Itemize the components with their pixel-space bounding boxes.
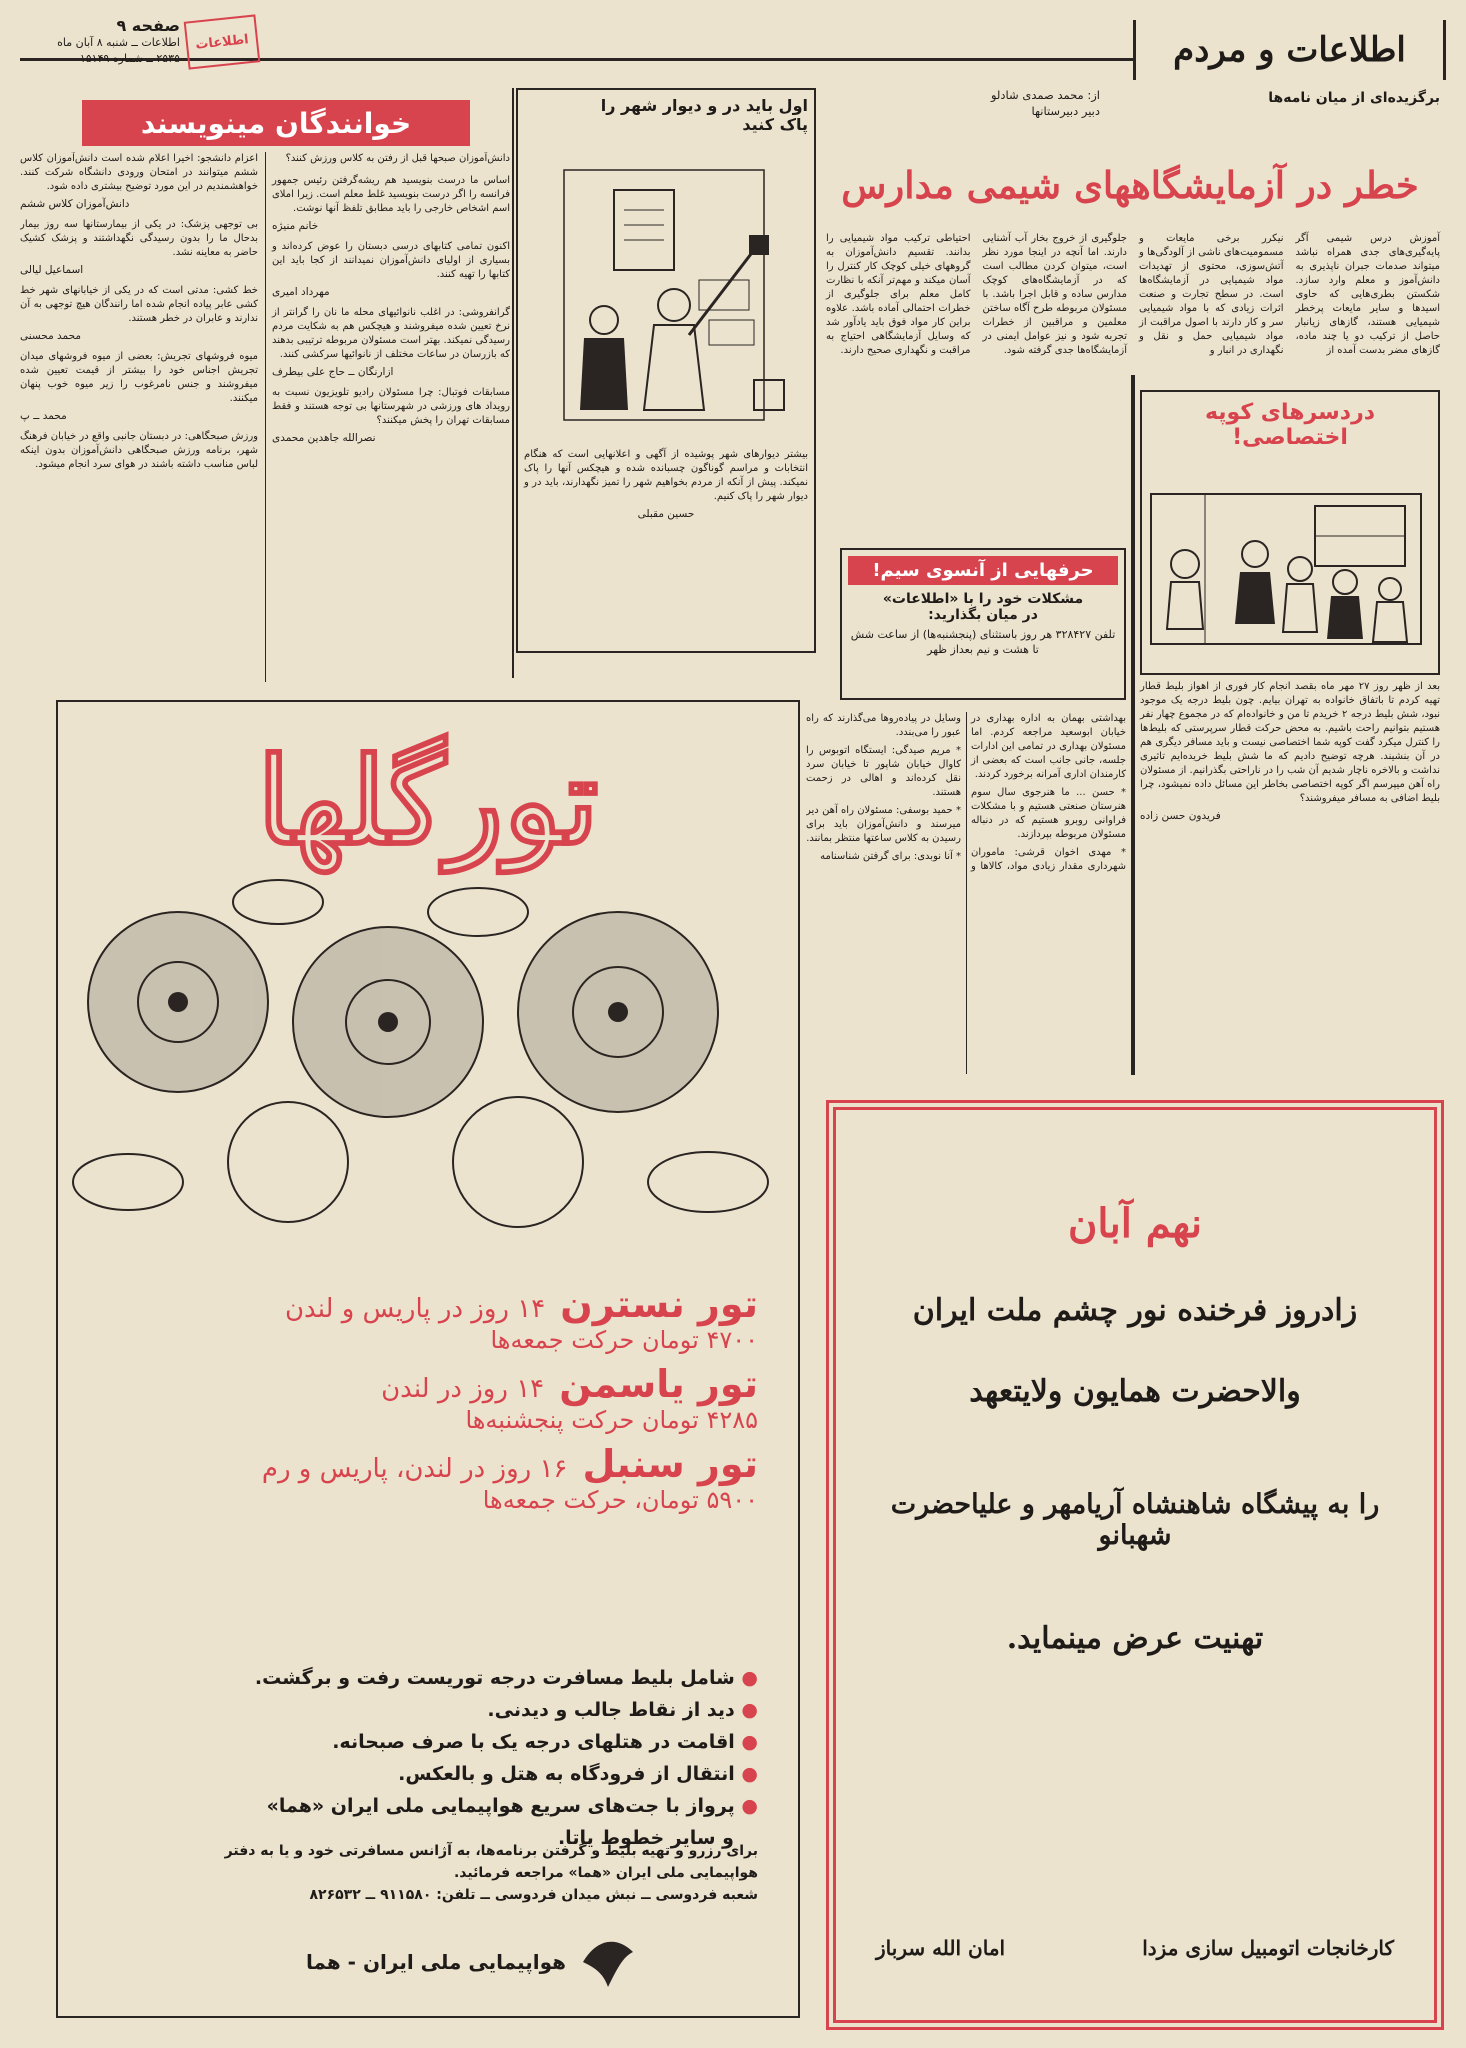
note-item: * حمید بوسفی: مسئولان راه آهن دیر میرسند و دانش‌آموزان باید برای رسیدن به کلاس ساعتها منتظر بمانند.	[806, 805, 961, 844]
homa-contact-line: هواپیمایی ملی ایران «هما» مراجعه فرمائید.	[453, 1865, 758, 1881]
section-subtitle: برگزیده‌ای از میان نامه‌ها	[1268, 90, 1440, 106]
reader-letter-sign: نصرالله جاهدین محمدی	[272, 432, 376, 444]
reader-letter-sign: مهرداد امیری	[272, 286, 330, 298]
greeting-ad	[826, 1100, 1444, 2030]
homa-contact	[118, 1840, 758, 1906]
reader-letter: گرانفروشی: در اغلب نانوائیهای محله ما نان را گرانتر از نرخ تعیین شده میفروشند و هیچکس هم به شکایت مردم رسیدگی نمیکند. بهتر است مسئولان مربوطه ترتیبی بدهند که بازرسان در ساعات مختلف از نانوائیها سرکشی کنند.	[272, 307, 510, 360]
main-headline-band	[830, 150, 1430, 220]
note-item: * آنا نوبدی: برای گرفتن شناسنامه	[820, 851, 961, 862]
bullet-icon: ●	[741, 1731, 758, 1753]
greeting-signature-owner: امان الله سرباز	[876, 1936, 1006, 1960]
tour-desc: ۱۶ روز در لندن، پاریس و رم	[261, 1454, 568, 1484]
tour-item	[118, 1362, 758, 1434]
cartoon-kupe-signature: فریدون حسن زاده	[1140, 810, 1221, 822]
cartoon-kupe-story: بعد از ظهر روز ۲۷ مهر ماه بقصد انجام کار فوری از اهواز بلیط قطار تهیه کردم تا باتفاق خانواده به تهران بیایم. چون بلیط درجه یک موجود نبود، شش بلیط درجه ۲ خریدم تا من و خانواده‌ام که در مجموع چهار نفر هستیم بتوانیم راحت باشیم. به محض حرکت قطار سرپرستی که بلیط‌ها را کنترل میکرد گفت کوپه شما اختصاصی نیست و باید مسافر دیگری هم در آن بنشیند. هرچه توضیح دادیم که ما شش بلیط خریده‌ایم تاثیری نداشت و بالاخره ناچار شدیم آن شب را در ناراحتی بگذرانیم. از مسئولان راه آهن میپرسم اگر کوپه اختصاصی بخاطر این مسائل داده نمیشود، چرا بلیط اضافی به مسافر میفروشند؟	[1140, 681, 1440, 804]
tour-feature-text: دید از نقاط جالب و دیدنی.	[487, 1699, 735, 1721]
homa-tours-ad	[56, 700, 800, 2018]
reader-letter-sign: دانش‌آموزان کلاس ششم	[20, 198, 130, 210]
short-notes	[806, 712, 1126, 1074]
column-rule	[512, 88, 514, 678]
logo-text: اطلاعات	[194, 31, 250, 53]
reader-letter-sign: اسماعیل لیالی	[20, 264, 84, 276]
wall-cleaning-illustration	[524, 140, 808, 440]
bullet-icon: ●	[741, 1763, 758, 1785]
homa-bird-logo-icon	[578, 1932, 638, 1992]
tour-feature	[118, 1726, 758, 1758]
reader-letter: خط کشی: مدتی است که در یکی از خیابانهای شهر خط کشی عابر پیاده انجام شده اما رانندگان هیچ توجهی به آن ندارند و عابران در خطر هستند.	[20, 285, 258, 324]
homa-contact-line: شعبه فردوسی ــ نبش میدان فردوسی ــ تلفن: ۹۱۱۵۸۰ ــ ۸۲۶۵۳۲	[309, 1887, 758, 1903]
note-item: * مهدی اخوان قرشی: ماموران شهرداری مقدار زیادی مواد، کالاها و وسایل در پیاده‌روها می‌گذارند که راه عبور را می‌بندد.	[806, 713, 1126, 872]
cartoon-kupe	[1140, 390, 1440, 675]
tour-item	[118, 1282, 758, 1354]
readers-column-title	[82, 100, 470, 146]
article-column: احتیاطی ترکیب مواد شیمیایی را بدانند. تقسیم دانش‌آموزان به گروههای خیلی کوچک کار کنترل را آسان میکند و مهم‌تر آنکه با نظارت کامل معلم برای جلوگیری از خطرات احتمالی آماده باشد. علاوه براین کار مواد فوق باید یادآور شد که وسایل آزمایشگاهی احتیاج به مراقبت و نگهداری صحیح دارند.	[826, 233, 971, 356]
section-masthead	[1133, 20, 1446, 80]
tour-feature-tail: و سایر خطوط یاتا.	[557, 1827, 734, 1849]
reader-letter: ورزش صبحگاهی: در دبستان جانبی واقع در خیابان فرهنگ شهر، برنامه ورزش صبحگاهی دانش‌آموزان بدون اینکه لباس مناسب داشته باشند در هوای سرد انجام میشود.	[20, 431, 258, 470]
cartoon-kupe-text	[1140, 680, 1440, 1075]
editorial-box-line-3: تلفن ۳۲۸۴۲۷ هر روز باستثنای (پنجشنبه‌ها) از ساعت شش تا هشت و نیم بعداز ظهر	[850, 628, 1116, 656]
bullet-icon: ●	[741, 1667, 758, 1689]
tour-feature-text: پرواز با جت‌های سریع هواپیمایی ملی ایران «هما»	[266, 1795, 735, 1817]
tour-item	[118, 1442, 758, 1514]
reader-letter-sign: محمد محسنی	[20, 330, 82, 342]
reader-letter: میوه فروشهای تجریش: بعضی از میوه فروشهای میدان تجریش اجناس خود را بیشتر از قیمت تعیین شده میفروشند و جنس نامرغوب را زیر میوه خوب پنهان میکنند.	[20, 351, 258, 404]
tour-feature-text: اقامت در هتلهای درجه یک با صرف صبحانه.	[332, 1731, 735, 1753]
reader-letter: اکنون تمامی کتابهای درسی دبستان را عوض کرده‌اند و بسیاری از اولیای دانش‌آموزان نمیدانند از کجا باید این کتابها را تهیه کنند.	[272, 241, 510, 280]
main-headline: خطر در آزمایشگاههای شیمی مدارس	[841, 163, 1419, 207]
note-item: * مریم صیدگی: ایستگاه اتوبوس را کاوال خیابان شاپور تا خیابان سرد نقل کرده‌اند و اهالی در زحمت هستند.	[806, 745, 961, 798]
author-line-2: دبیر دبیرستانها	[1031, 104, 1100, 118]
tour-feature-text: انتقال از فرودگاه به هتل و بالعکس.	[398, 1763, 735, 1785]
cartoon-walls-caption: بیشتر دیوارهای شهر پوشیده از آگهی و اعلانهایی است که هنگام انتخابات و مراسم گوناگون چسبانده شده و هیچکس آنها را پاک نمیکند. پیش از آنکه از مردم بخواهیم شهر را تمیز نگهدارند، باید در و دیوار شهر را پاک کنیم.	[524, 449, 808, 502]
tour-price: ۴۲۸۵ تومان حرکت پنجشنبه‌ها	[465, 1406, 758, 1434]
cartoon-walls-signature: حسین مقبلی	[637, 508, 695, 520]
tour-list	[118, 1282, 758, 1522]
reader-letter-sign: ازارنگان ــ حاج علی بیطرف	[272, 366, 394, 378]
greeting-line: را به پیشگاه شاهنشاه آریامهر و علیاحضرت شهبانو	[890, 1489, 1380, 1551]
author-line-1: از: محمد صمدی شادلو	[990, 88, 1100, 102]
main-article-body	[826, 232, 1440, 372]
cartoon-walls-headline-2: پاک کنید	[742, 115, 808, 134]
reader-letter: اعزام دانشجو: اخیرا اعلام شده است دانش‌آموزان کلاس ششم میتوانند در امتحان ورودی دانشگاه شرکت کنند. خواهشمندیم در این مورد توضیح بیشتری داده شود.	[20, 153, 258, 192]
cartoon-kupe-headline-1: دردسرهای کوپه	[1204, 400, 1376, 425]
homa-ad-title: تورگلها	[256, 731, 600, 872]
homa-contact-line: برای رزرو و تهیه بلیط و گرفتن برنامه‌ها، به آژانس مسافرتی خود و یا به دفتر	[224, 1843, 758, 1859]
reader-letter: دانش‌آموزان صبحها قبل از رفتن به کلاس ورزش کنند؟	[285, 153, 510, 164]
bullet-icon: ●	[741, 1795, 758, 1817]
issue-line-1: اطلاعات ــ شنبه ۸ آبان ماه	[57, 36, 180, 49]
column-rule	[1131, 375, 1135, 1075]
reader-letter: مسابقات فوتبال: چرا مسئولان رادیو تلویزیون نسبت به رویداد های ورزشی در شهرستانها بی توجه هستند و فقط مسابقات تهران را پخش میکنند؟	[272, 387, 510, 426]
homa-brand	[258, 1927, 638, 1997]
greeting-line: تهنیت عرض مینماید.	[1006, 1621, 1264, 1656]
tour-feature	[118, 1790, 758, 1822]
page-label: صفحه ۹	[116, 16, 180, 35]
note-item: بهداشتی بهمان به اداره بهداری در خیابان ابوسعید مراجعه کردم. اما مسئولان بهداری در تمامی این ادارات جلسه، جانی جانب است که بعضی از کارمندان اداری آمرانه برخورد کردند.	[971, 713, 1126, 780]
editorial-box-line-2: در میان بگذارید:	[928, 607, 1038, 623]
section-title: اطلاعات و مردم	[1173, 30, 1406, 70]
tour-name: تور نسترن	[560, 1282, 758, 1326]
note-item: * حسن ... ما هنرجوی سال سوم هنرستان صنعتی هستیم و با مشکلات فراوانی روبرو هستیم که در دنباله مسئولان مربوطه بپردازند.	[971, 787, 1126, 840]
tour-desc: ۱۴ روز در پاریس و لندن	[284, 1294, 546, 1324]
tour-feature-text: شامل بلیط مسافرت درجه توریست رفت و برگشت.	[254, 1667, 735, 1689]
greeting-signature-company: کارخانجات اتومبیل سازی مزدا	[1142, 1936, 1394, 1960]
tour-name: تور یاسمن	[559, 1362, 758, 1406]
greeting-line: زادروز فرخنده نور چشم ملت ایران	[912, 1293, 1358, 1328]
cartoon-walls	[516, 88, 816, 653]
reader-letter-sign: خانم منیژه	[272, 220, 319, 232]
homa-brand-text: هواپیمایی ملی ایران - هما	[305, 1950, 566, 1974]
reader-letter: بی توجهی پزشک: در یکی از بیمارستانها سه روز بیمار بدحال ما را بدون رسیدگی نگهداشتند و پزشک کشیک حاضر به معاینه نشد.	[20, 219, 258, 258]
tour-price: ۴۷۰۰ تومان حرکت جمعه‌ها	[490, 1326, 758, 1354]
greeting-signature	[876, 1936, 1394, 1960]
readers-column-body	[20, 152, 510, 682]
tour-feature	[118, 1758, 758, 1790]
article-column: نیکرر برخی مایعات و مسمومیت‌های ناشی از آلودگی‌ها و آتش‌سوزی، محتوی از تهدیدات مواد شیمیایی در آزمایشگاه‌ها است. در سطح تجارت و صنعت اثرات زیادی که با مواد شیمیایی سر و کار دارند با اصول مراقبت از مواد شیمیایی حمل و نقل و نگهداری در انبار و	[1139, 233, 1284, 356]
greeting-line: والاحضرت همایون ولایتعهد	[969, 1374, 1301, 1409]
tour-feature	[118, 1694, 758, 1726]
train-compartment-illustration	[1145, 454, 1435, 649]
editorial-box-title: حرفهایی از آنسوی سیم!	[848, 556, 1118, 585]
issue-line-2: ۲۵۳۵ ــ شماره ۱۵۱۴۹	[79, 52, 180, 65]
cartoon-walls-headline-1: اول باید در و دیوار شهر را	[600, 96, 808, 115]
article-column: آموزش درس شیمی آگر پایه‌گیری‌های جدی همراه نباشد میتواند صدمات جبران ناپذیری به دانش‌آموز و معلم وارد سازد. شکستن بطری‌هایی که حاوی اسیدها و سایر مایعات پرخطر شیمیایی هستند، گازهای زیانبار حاصل از ترکیب دو یا چند ماده، گازهای مضر بدست آمده از	[1295, 233, 1440, 356]
reader-letter: اساس ما درست بنویسید هم ریشه‌گرفتن رئیس جمهور فرانسه را اگر درست بنویسید غلط معلم است. زیرا املای اسم اشخاص خارجی را باید مطابق تلفظ آنها نوشت.	[271, 175, 510, 214]
bullet-icon: ●	[741, 1699, 758, 1721]
article-column: جلوگیری از خروج بخار آب آشنایی دارند. اما آنچه در اینجا مورد نظر است، میتوان کردن مطالب است که در آزمایشگاه‌های کوچک مدارس ساده و قابل اجرا باشد. با مسئولان مربوطه طرح آگاه ساختن معلمین و مراقبین از خطرات تجربه شود و نیز عوامل ایمنی در آزمایشگاه‌ها جدی گرفته شود.	[982, 233, 1127, 356]
readers-column-title-text: خوانندگان مینویسند	[140, 106, 412, 140]
tour-desc: ۱۴ روز در لندن	[381, 1374, 545, 1404]
editorial-box-line-1: مشکلات خود را با «اطلاعات»	[882, 591, 1084, 607]
reader-letter-sign: محمد ــ پ	[20, 410, 67, 422]
greeting-month: نهم آبان	[1068, 1200, 1202, 1247]
tour-name: تور سنبل	[582, 1442, 758, 1486]
newspaper-logo	[184, 14, 261, 69]
editorial-box	[840, 548, 1126, 700]
tour-features	[118, 1662, 758, 1854]
tour-feature	[118, 1662, 758, 1694]
tour-price: ۵۹۰۰ تومان، حرکت جمعه‌ها	[482, 1486, 758, 1514]
cartoon-kupe-headline-2: اختصاصی!	[1232, 425, 1348, 450]
